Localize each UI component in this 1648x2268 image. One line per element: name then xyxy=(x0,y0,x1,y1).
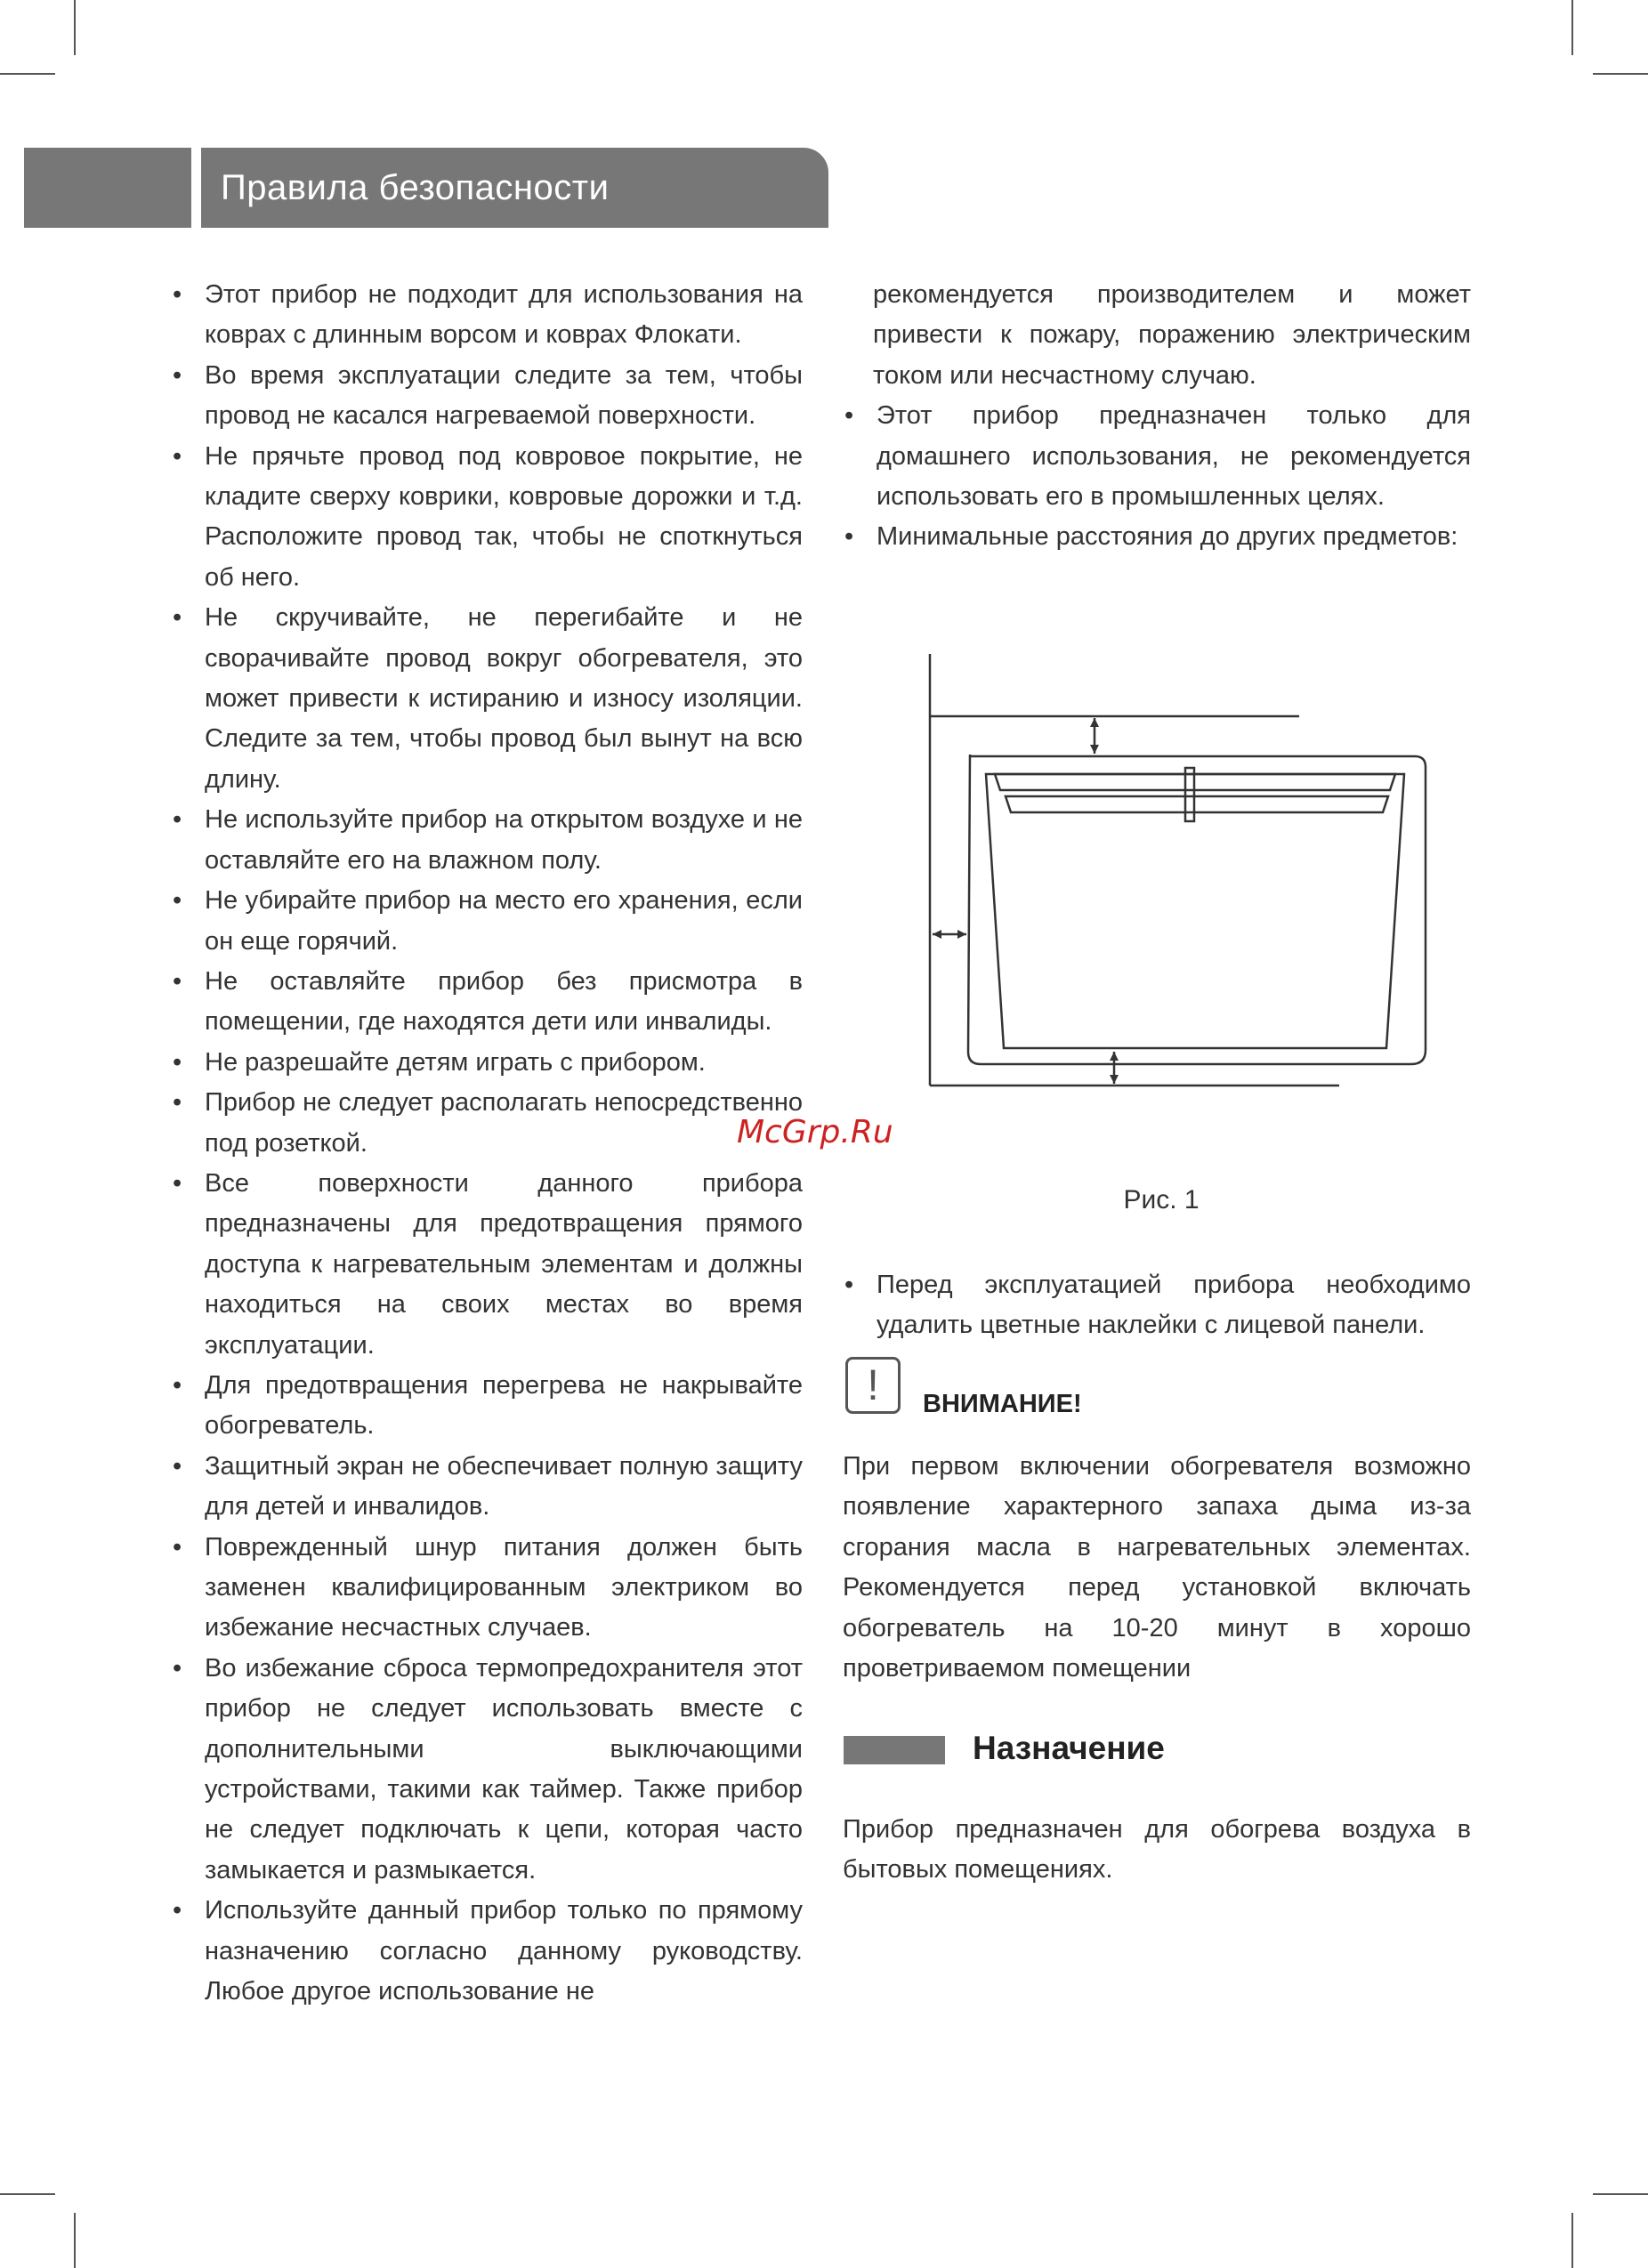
list-item xyxy=(171,962,803,1043)
bullet-icon: • xyxy=(173,603,182,633)
list-item-text: Минимальные расстояния до других предметов: xyxy=(877,522,1458,552)
page-title: Правила безопасности xyxy=(221,167,610,207)
list-item xyxy=(843,1265,1471,1346)
pre-use-list xyxy=(843,1265,1471,1346)
bullet-icon: • xyxy=(173,441,182,471)
list-item xyxy=(171,437,803,599)
bullet-icon: • xyxy=(173,1047,182,1077)
list-item xyxy=(843,396,1471,517)
bullet-icon: • xyxy=(173,1451,182,1481)
list-item xyxy=(171,1164,803,1366)
arrow-down-icon xyxy=(1090,745,1099,754)
bullet-icon: • xyxy=(173,1896,182,1925)
list-item xyxy=(171,1043,803,1083)
list-item-text: Во избежание сброса термопредохранителя этот прибор не следует использовать вместе с дополнительными выключающими устройствами, такими как таймер. Также прибор не следует подключать к цепи, которая часто замыкается и размыкается. xyxy=(205,1653,803,1885)
bullet-icon: • xyxy=(173,966,182,996)
list-item-text: Не скручивайте, не перегибайте и не сворачивайте провод вокруг обогревателя, это может привести к истиранию и износу изоляции. Следите за тем, чтобы провод был вынут на всю длину. xyxy=(205,603,803,794)
figure-caption: Рис. 1 xyxy=(1123,1185,1200,1215)
list-item xyxy=(171,1083,803,1164)
list-item-text: Прибор не следует располагать непосредственно под розеткой. xyxy=(205,1088,803,1158)
right-column-middle xyxy=(843,1265,1471,1346)
arrow-up-icon xyxy=(1110,1052,1119,1061)
safety-rules-list xyxy=(171,275,803,2012)
section-header xyxy=(201,148,828,228)
crop-mark xyxy=(1593,2193,1648,2195)
heater-grille-bottom xyxy=(1006,796,1388,812)
section-marker xyxy=(844,1736,945,1764)
left-column xyxy=(171,275,803,2012)
list-item-text: Используйте данный прибор только по прямому назначению согласно данному руководству. Любое другое использование не xyxy=(205,1896,803,2006)
list-item-text: Этот прибор предназначен только для домашнего использования, не рекомендуется использовать его в промышленных целях. xyxy=(877,401,1471,512)
list-item-text: Не убирайте прибор на место его хранения, если он еще горячий. xyxy=(205,886,803,956)
list-item xyxy=(171,1528,803,1649)
list-item-text: Защитный экран не обеспечивает полную защиту для детей и инвалидов. xyxy=(205,1451,803,1521)
purpose-heading: Назначение xyxy=(973,1730,1165,1766)
purpose-text: Прибор предназначен для обогрева воздуха в бытовых помещениях. xyxy=(843,1815,1471,1885)
list-item-text: Этот прибор не подходит для использования на коврах с длинным ворсом и коврах Флокати. xyxy=(205,280,803,350)
warning-text: При первом включении обогревателя возможно появление характерного запаха дыма из-за сгорания масла в нагревательных элементах. Рекомендуется перед установкой включать обогреватель на 10-20 минут в хорошо проветриваемом помещении xyxy=(843,1452,1471,1683)
list-item xyxy=(171,881,803,962)
list-item xyxy=(171,1447,803,1528)
warning-icon: ! xyxy=(845,1357,901,1414)
list-item xyxy=(171,598,803,800)
crop-mark xyxy=(74,0,76,55)
bullet-icon: • xyxy=(173,280,182,309)
list-item-text: Во время эксплуатации следите за тем, чтобы провод не касался нагреваемой поверхности. xyxy=(205,360,803,431)
arrow-down-icon xyxy=(1110,1075,1119,1084)
heater-outline xyxy=(968,755,1426,1064)
crop-mark xyxy=(0,73,55,75)
bullet-icon: • xyxy=(844,1271,854,1299)
list-item-text: Все поверхности данного прибора предназначены для предотвращения прямого доступа к нагревательным элементам и должны находиться на своих местах во время эксплуатации. xyxy=(205,1168,803,1360)
bullet-icon: • xyxy=(173,1370,182,1400)
header-accent-block xyxy=(24,148,191,228)
list-item xyxy=(171,275,803,356)
crop-mark xyxy=(1593,73,1648,75)
list-item-text: Перед эксплуатацией прибора необходимо удалить цветные наклейки с лицевой панели. xyxy=(877,1271,1471,1340)
bullet-icon: • xyxy=(844,522,854,552)
list-item-text: Поврежденный шнур питания должен быть заменен квалифицированным электриком во избежание несчастных случаев. xyxy=(205,1532,803,1642)
clearance-diagram xyxy=(917,650,1450,1094)
bullet-icon: • xyxy=(844,401,854,431)
continued-text: рекомендуется производителем и может привести к пожару, поражению электрическим током или несчастному случаю. xyxy=(873,280,1471,390)
bullet-icon: • xyxy=(173,1653,182,1683)
safety-rules-list-continued xyxy=(843,396,1471,558)
list-item-text: Не прячьте провод под ковровое покрытие, не кладите сверху коврики, ковровые дорожки и т.д. Расположите провод так, чтобы не споткнуться об него. xyxy=(205,441,803,592)
bullet-icon: • xyxy=(173,1532,182,1562)
list-item-text: Для предотвращения перегрева не накрывайте обогреватель. xyxy=(205,1370,803,1441)
crop-mark xyxy=(1571,0,1573,55)
bullet-icon: • xyxy=(173,805,182,835)
watermark: McGrp.Ru xyxy=(737,1114,893,1150)
right-column-top xyxy=(843,275,1471,558)
list-item xyxy=(171,1366,803,1447)
bullet-icon: • xyxy=(173,360,182,390)
list-item xyxy=(843,517,1471,557)
list-item xyxy=(171,1891,803,2012)
list-item xyxy=(171,800,803,881)
list-item-text: Не разрешайте детям играть с прибором. xyxy=(205,1047,706,1077)
arrow-right-icon xyxy=(957,930,966,939)
crop-mark xyxy=(1571,2213,1573,2268)
bullet-icon: • xyxy=(173,1088,182,1118)
bullet-icon: • xyxy=(173,1168,182,1198)
arrow-up-icon xyxy=(1090,718,1099,727)
list-item-text: Не используйте прибор на открытом воздухе и не оставляйте его на влажном полу. xyxy=(205,805,803,875)
list-item xyxy=(171,356,803,437)
crop-mark xyxy=(74,2213,76,2268)
bullet-icon: • xyxy=(173,886,182,916)
list-item xyxy=(171,1649,803,1891)
arrow-left-icon xyxy=(933,930,941,939)
crop-mark xyxy=(0,2193,55,2195)
list-item-text: Не оставляйте прибор без присмотра в помещении, где находятся дети или инвалиды. xyxy=(205,966,803,1037)
warning-title: ВНИМАНИЕ! xyxy=(923,1390,1082,1418)
